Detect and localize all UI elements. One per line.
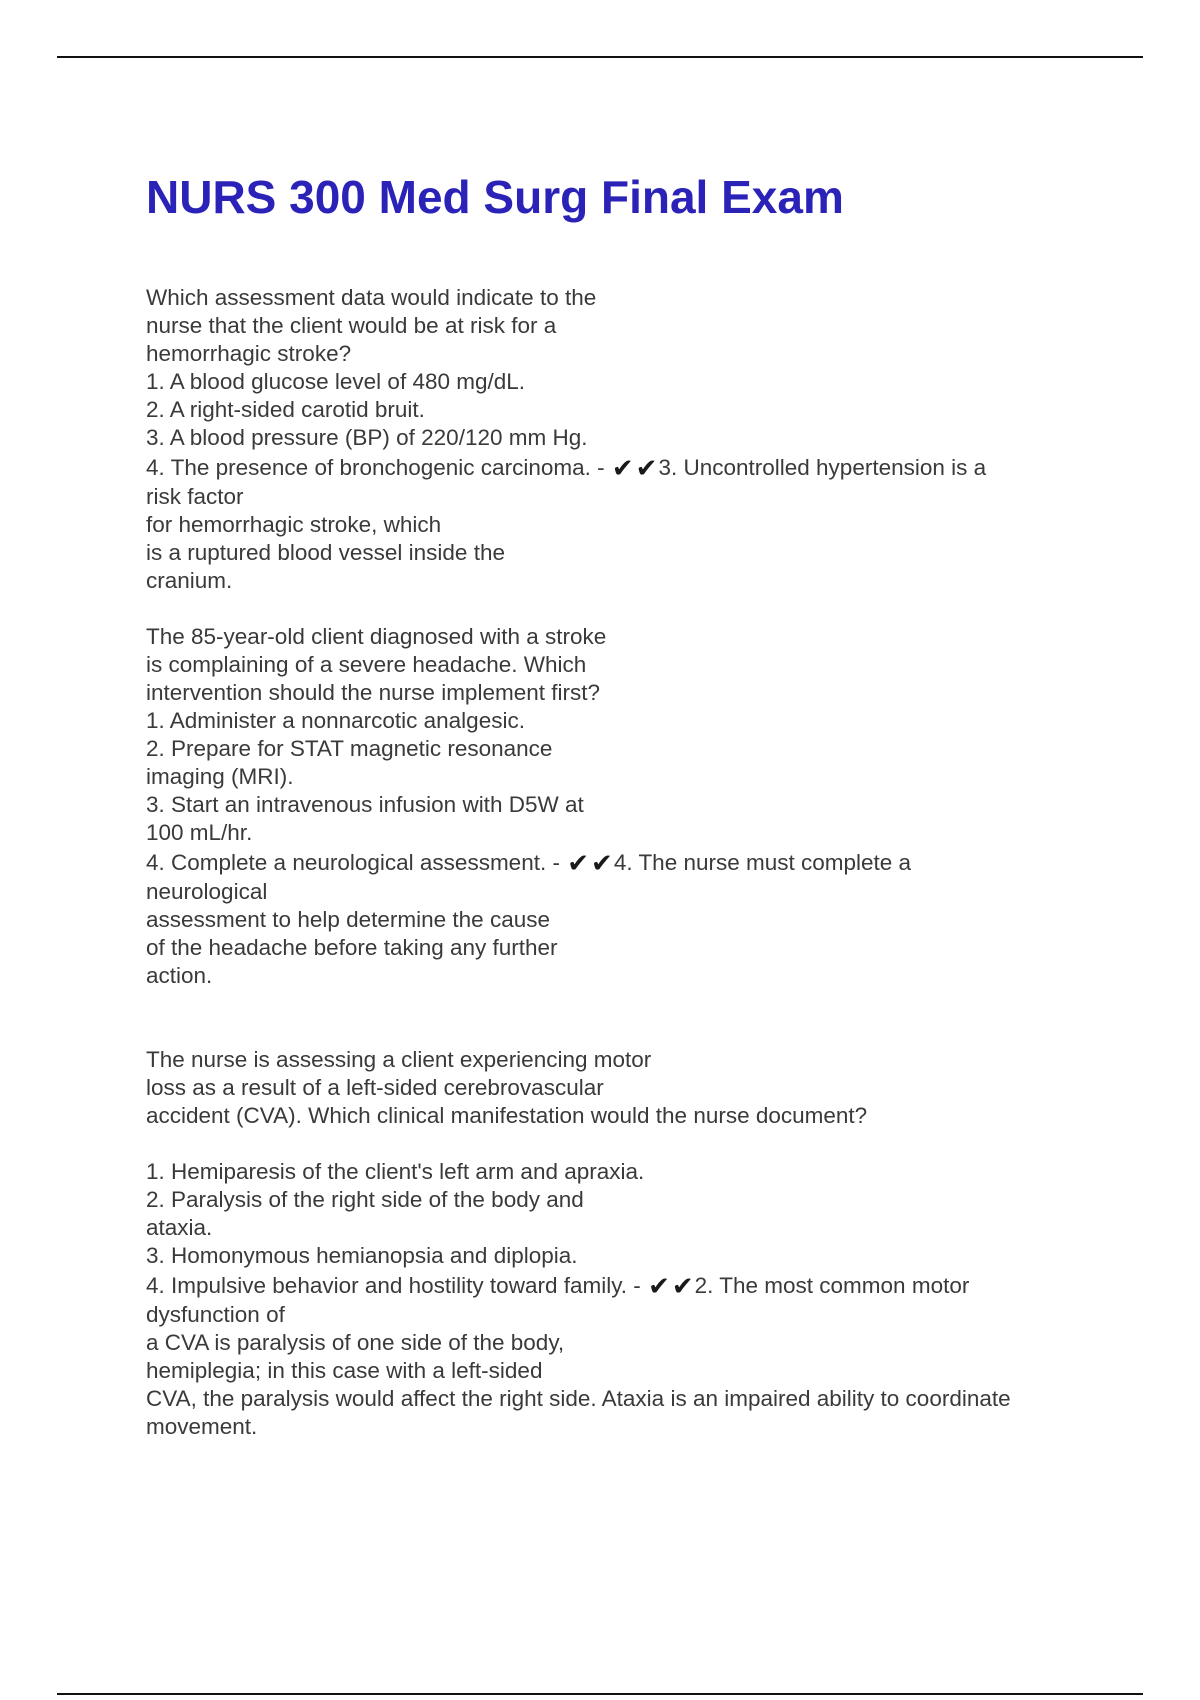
rationale-line: assessment to help determine the cause xyxy=(146,907,550,932)
rationale-line: a CVA is paralysis of one side of the body, xyxy=(146,1330,565,1355)
question-text-line: The 85-year-old client diagnosed with a stroke xyxy=(146,624,607,649)
rationale-line: of the headache before taking any further xyxy=(146,935,558,960)
document-title: NURS 300 Med Surg Final Exam xyxy=(146,171,844,223)
option-line: 2. A right-sided carotid bruit. xyxy=(146,397,425,422)
rationale-line: movement. xyxy=(146,1414,258,1439)
question-text-line: nurse that the client would be at risk for a xyxy=(146,313,557,338)
rationale-line: dysfunction of xyxy=(146,1302,285,1327)
rationale-line: cranium. xyxy=(146,568,233,593)
last-option: 4. Complete a neurological assessment. - xyxy=(146,850,560,875)
option-line: ataxia. xyxy=(146,1215,213,1240)
last-option: 4. Impulsive behavior and hostility toward family. - xyxy=(146,1273,641,1298)
option-line: 3. Start an intravenous infusion with D5W at xyxy=(146,792,584,817)
answer-line xyxy=(146,1272,1146,1300)
option-line: 1. Hemiparesis of the client's left arm and apraxia. xyxy=(146,1159,645,1184)
rationale-line: hemiplegia; in this case with a left-sided xyxy=(146,1358,543,1383)
question-text-line: accident (CVA). Which clinical manifestation would the nurse document? xyxy=(146,1103,868,1128)
check-mark-icon: ✔ xyxy=(567,848,590,878)
question-block-3 xyxy=(146,1046,1146,1441)
bottom-rule xyxy=(57,1693,1143,1695)
check-mark-icon: ✔ xyxy=(671,1271,694,1301)
option-line: imaging (MRI). xyxy=(146,764,294,789)
question-text-line: intervention should the nurse implement first? xyxy=(146,680,600,705)
top-rule xyxy=(57,56,1143,58)
answer-text: 3. Uncontrolled hypertension is a xyxy=(658,455,987,480)
question-block-2 xyxy=(146,623,1146,990)
blank-line xyxy=(146,1130,1146,1158)
option-line: 100 mL/hr. xyxy=(146,820,253,845)
question-text-line: The nurse is assessing a client experiencing motor xyxy=(146,1047,652,1072)
question-text-line: loss as a result of a left-sided cerebrovascular xyxy=(146,1075,604,1100)
rationale-line: is a ruptured blood vessel inside the xyxy=(146,540,505,565)
answer-text: 2. The most common motor xyxy=(694,1273,970,1298)
question-block-1 xyxy=(146,284,1146,595)
document-body xyxy=(146,284,1146,1441)
check-mark-icon: ✔ xyxy=(635,453,658,483)
option-line: 3. Homonymous hemianopsia and diplopia. xyxy=(146,1243,578,1268)
last-option: 4. The presence of bronchogenic carcinoma. - xyxy=(146,455,605,480)
answer-line xyxy=(146,849,1146,877)
rationale-line: neurological xyxy=(146,879,268,904)
rationale-line: CVA, the paralysis would affect the right side. Ataxia is an impaired ability to coordinate xyxy=(146,1386,1011,1411)
option-line: 3. A blood pressure (BP) of 220/120 mm Hg. xyxy=(146,425,588,450)
rationale-line: risk factor xyxy=(146,484,244,509)
answer-line xyxy=(146,454,1146,482)
question-text-line: Which assessment data would indicate to the xyxy=(146,285,597,310)
question-text-line: is complaining of a severe headache. Which xyxy=(146,652,587,677)
rationale-line: for hemorrhagic stroke, which xyxy=(146,512,442,537)
check-mark-icon: ✔ xyxy=(591,848,613,878)
option-line: 2. Prepare for STAT magnetic resonance xyxy=(146,736,553,761)
option-line: 2. Paralysis of the right side of the body and xyxy=(146,1187,584,1212)
question-text-line: hemorrhagic stroke? xyxy=(146,341,352,366)
check-mark-icon: ✔ xyxy=(648,1271,670,1301)
option-line: 1. A blood glucose level of 480 mg/dL. xyxy=(146,369,526,394)
answer-text: 4. The nurse must complete a xyxy=(613,850,912,875)
check-mark-icon: ✔ xyxy=(611,453,634,483)
rationale-line: action. xyxy=(146,963,213,988)
option-line: 1. Administer a nonnarcotic analgesic. xyxy=(146,708,525,733)
